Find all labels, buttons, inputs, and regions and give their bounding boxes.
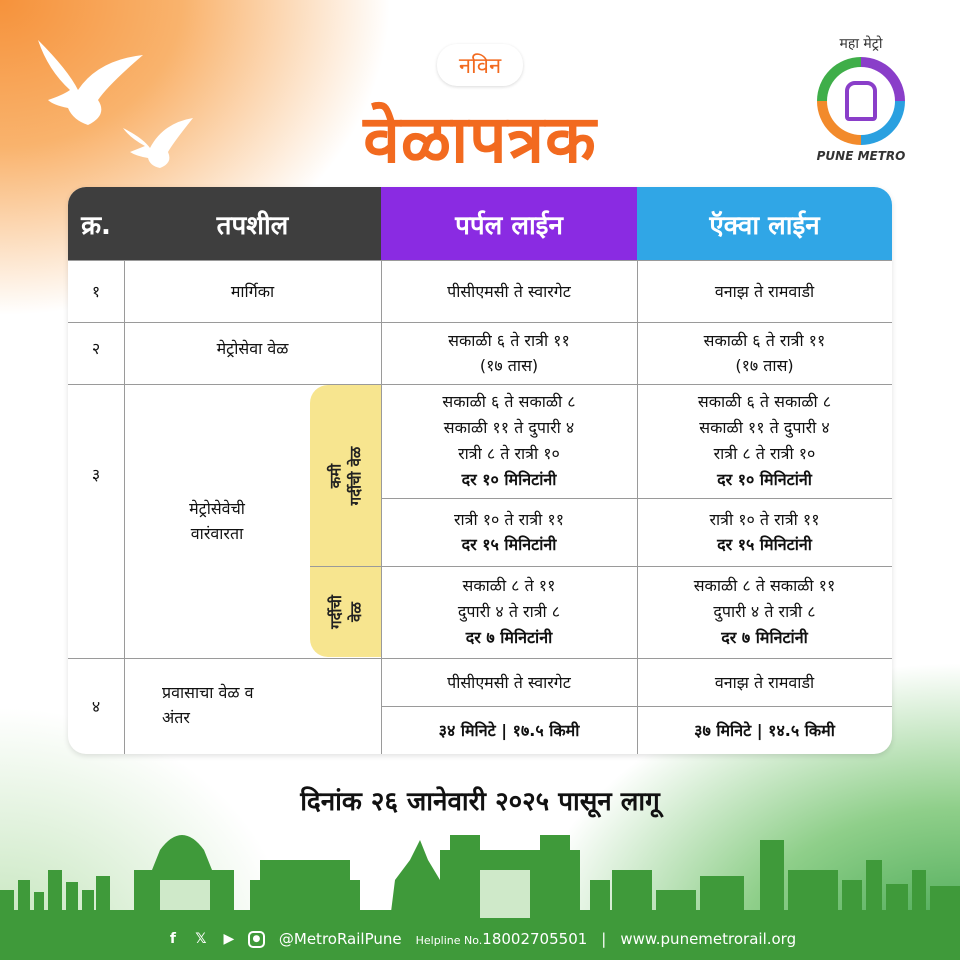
footer — [0, 924, 960, 954]
header-detail: तपशील — [124, 187, 381, 260]
new-badge: नविन — [437, 44, 523, 86]
footer-separator: | — [601, 930, 607, 948]
aqua-route: वनाझ ते रामवाडी — [714, 281, 815, 301]
row-number: २ — [91, 339, 101, 358]
off-peak-label: कमी गर्दीची वेळ — [326, 446, 365, 505]
row-label-service-hours: मेट्रोसेवा वेळ — [216, 339, 289, 358]
pune-metro-logo — [806, 34, 916, 163]
row-number: १ — [91, 281, 101, 301]
purple-late-frequency: रात्री १० ते रात्री ११ दर १५ मिनिटांनी — [453, 510, 565, 554]
purple-route: पीसीएमसी ते स्वारगेट — [447, 281, 571, 301]
instagram-icon[interactable]: ● — [248, 931, 265, 948]
aqua-off-peak-frequency: सकाळी ६ ते सकाळी ८ सकाळी ११ ते दुपारी ४ रात्री ८ ते रात्री १० दर १० मिनिटांनी — [697, 392, 832, 489]
aqua-late-frequency: रात्री १० ते रात्री ११ दर १५ मिनिटांनी — [709, 510, 820, 554]
logo-bottom-text: PUNE METRO — [816, 149, 906, 163]
effective-date: दिनांक २६ जानेवारी २०२५ पासून लागू — [300, 787, 660, 817]
helpline-label: Helpline No. — [415, 934, 483, 947]
aqua-travel-route: वनाझ ते रामवाडी — [714, 672, 815, 692]
row-label-frequency: मेट्रोसेवेची वारंवारता — [189, 499, 245, 543]
header-purple-line: पर्पल लाईन — [381, 187, 637, 260]
header-aqua-line: ऍक्वा लाईन — [637, 187, 892, 260]
aqua-travel-time: ३७ मिनिटे | १४.५ किमी — [694, 720, 835, 740]
row-number: ३ — [91, 464, 101, 484]
header-no: क्र. — [68, 187, 124, 260]
facebook-icon[interactable]: f — [169, 931, 176, 947]
website-link[interactable]: www.punemetrorail.org — [620, 930, 797, 948]
social-handle[interactable]: @MetroRailPune — [278, 930, 402, 948]
page-title: वेळापत्रक — [363, 101, 597, 178]
peak-label: गर्दीची वेळ — [326, 595, 365, 629]
aqua-peak-frequency: सकाळी ८ ते सकाळी ११ दुपारी ४ ते रात्री ८ दर ७ मिनिटांनी — [693, 576, 836, 647]
timetable — [68, 187, 892, 754]
row-number: ४ — [91, 696, 101, 716]
purple-travel-route: पीसीएमसी ते स्वारगेट — [447, 672, 571, 692]
youtube-icon[interactable]: ▶ — [223, 931, 235, 947]
social-links — [164, 930, 265, 948]
row-label-route: मार्गिका — [230, 281, 275, 301]
purple-off-peak-frequency: सकाळी ६ ते सकाळी ८ सकाळी ११ ते दुपारी ४ रात्री ८ ते रात्री १० दर १० मिनिटांनी — [442, 392, 576, 489]
metro-logo-icon — [817, 57, 905, 145]
purple-travel-time: ३४ मिनिटे | १७.५ किमी — [438, 720, 580, 740]
x-icon[interactable]: 𝕏 — [195, 931, 207, 947]
logo-top-text: महा मेट्रो — [839, 36, 883, 52]
purple-peak-frequency: सकाळी ८ ते ११ दुपारी ४ ते रात्री ८ दर ७ मिनिटांनी — [457, 576, 561, 647]
aqua-service-hours: सकाळी ६ ते रात्री ११ (१७ तास) — [703, 331, 826, 375]
helpline-number[interactable]: 18002705501 — [482, 930, 588, 948]
purple-service-hours: सकाळी ६ ते रात्री ११ (१७ तास) — [448, 331, 570, 375]
row-label-travel: प्रवासाचा वेळ व अंतर — [162, 683, 254, 727]
